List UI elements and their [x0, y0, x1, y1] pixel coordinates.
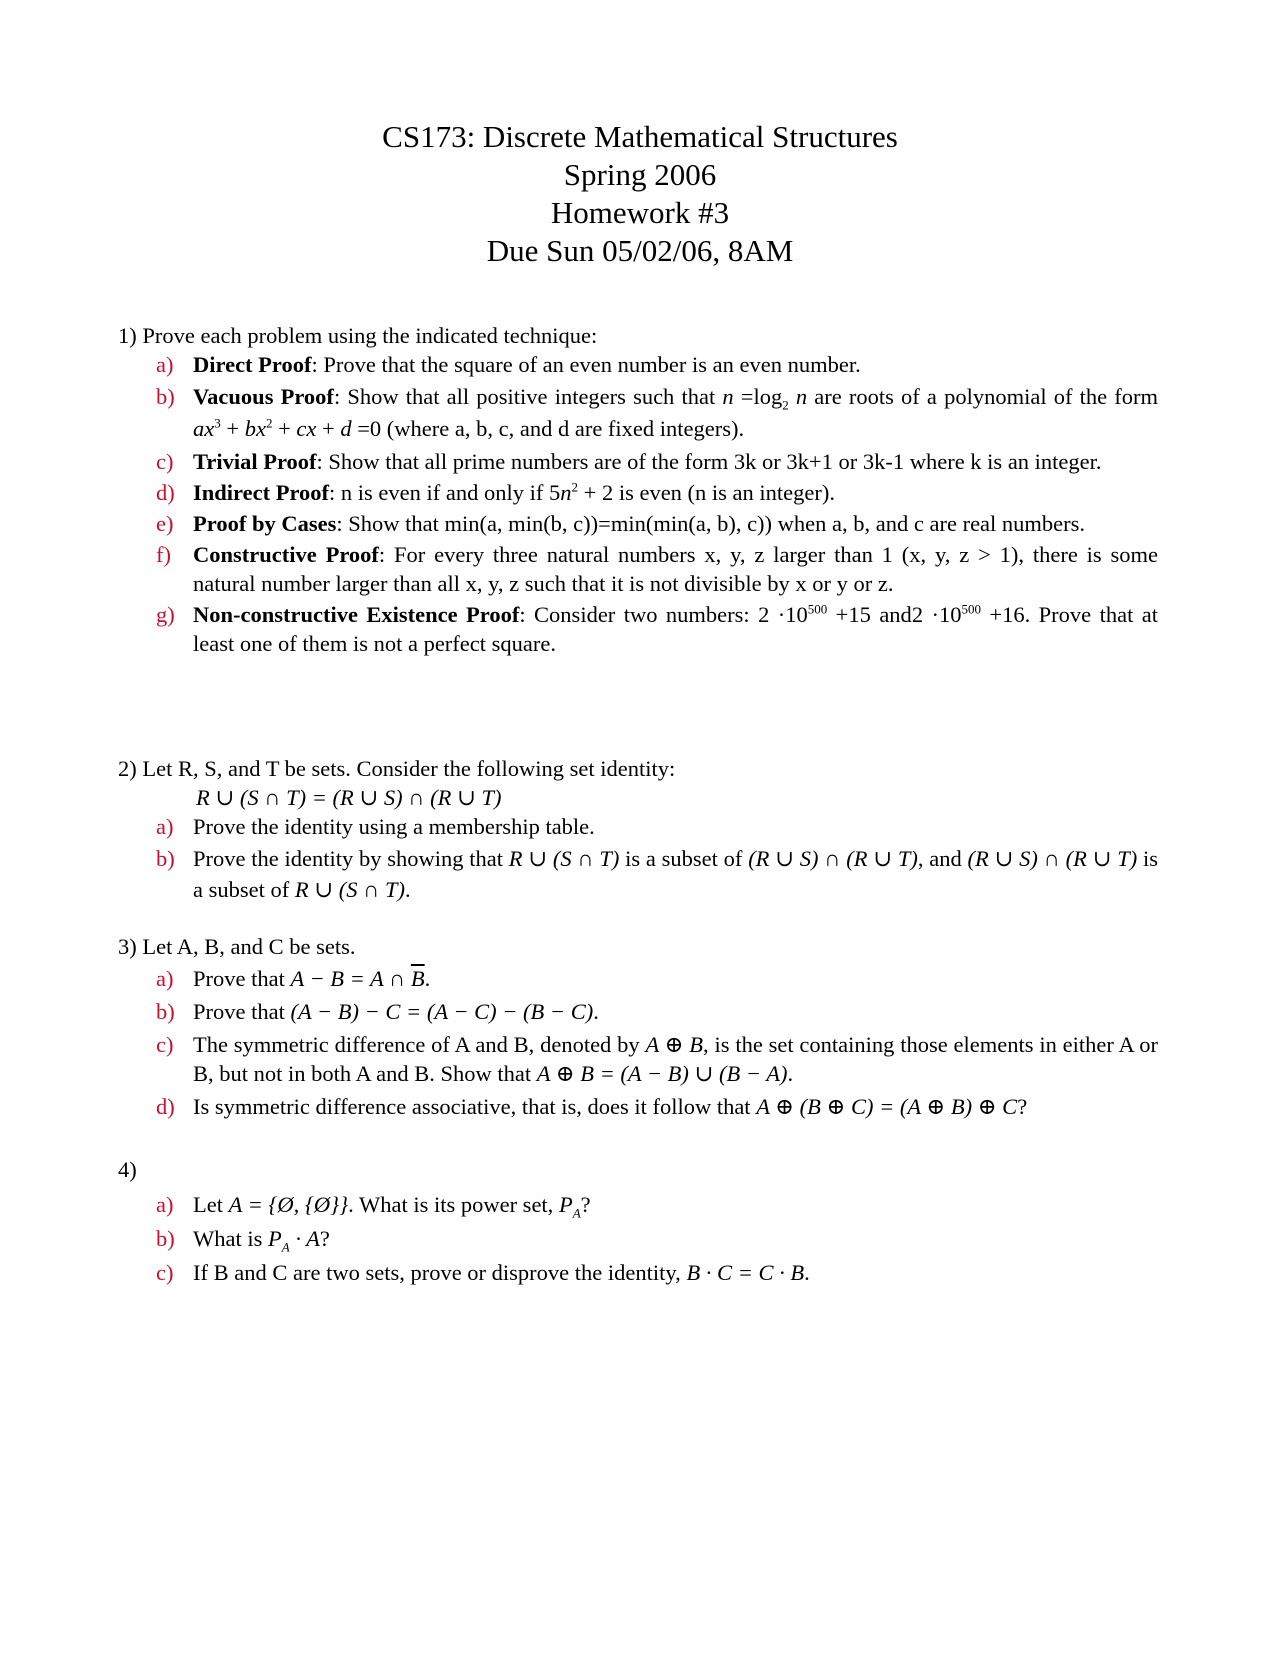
part-text: and: [879, 602, 912, 627]
technique-name: Constructive Proof: [193, 542, 379, 567]
part-label: b): [156, 999, 175, 1024]
set-expression: A = {Ø, {Ø}}: [228, 1192, 349, 1217]
part-label: e): [156, 511, 174, 536]
technique-name: Proof by Cases: [193, 511, 337, 536]
part-text: Prove that at least one of them is not a perfect square.: [193, 602, 1158, 656]
part-text: : Show that min(a, min(b, c))=min(min(a, b), c)) when a, b, and c are real numbers.: [336, 511, 1086, 536]
set-expression: R ∪ (S ∩ T): [294, 877, 405, 902]
set-expression: $P_A \cdot A$: [267, 1226, 320, 1255]
part-text: What is: [193, 1226, 263, 1251]
set-expression: A ⊕ (B ⊕ C) = (A ⊕ B) ⊕ C: [756, 1094, 1018, 1119]
part-label: d): [156, 480, 175, 505]
part-text: Prove the identity using a membership table.: [193, 814, 595, 839]
part-text: Is symmetric difference associative, that is, does it follow that: [193, 1094, 751, 1119]
q4-part-a: a) Let A = {Ø, {Ø}}. What is its power set, $P_A$?: [156, 1192, 591, 1221]
part-label: a): [156, 352, 174, 377]
due-date: Due Sun 05/02/06, 8AM: [486, 233, 794, 268]
part-label: c): [156, 1260, 174, 1285]
set-expression: R ∪ (S ∩ T): [508, 846, 620, 871]
set-expression: (R ∪ S) ∩ (R ∪ T): [748, 846, 918, 871]
title-block: [0, 118, 1280, 270]
part-label: b): [156, 1226, 175, 1251]
number-one: $2 \cdot 10^{500} +15$: [758, 601, 871, 627]
part-label: a): [156, 1192, 174, 1217]
part-label: c): [156, 449, 174, 474]
part-text: is a subset of: [193, 846, 1159, 902]
technique-name: Non-constructive Existence Proof: [193, 602, 520, 627]
part-label: c): [156, 1032, 174, 1057]
assignment-title: Homework #3: [550, 195, 730, 230]
q1-part-a: [118, 350, 1158, 379]
q4-part-c: c) If B and C are two sets, prove or disprove the identity, B · C = C · B.: [156, 1260, 810, 1285]
q1-part-d: [118, 478, 1158, 507]
question-3: [118, 932, 1158, 1121]
part-label: f): [156, 542, 171, 567]
technique-name: Vacuous Proof: [193, 384, 334, 409]
part-text: , and: [917, 846, 962, 871]
technique-name: Direct Proof: [193, 352, 312, 377]
part-text: Prove the identity by showing that: [193, 846, 503, 871]
number-two: $2 \cdot 10^{500} +16$.: [911, 601, 1031, 627]
part-text: : n is even if and only if: [329, 480, 544, 505]
q4-part-b: b) What is $P_A \cdot A$?: [156, 1226, 330, 1255]
part-text: . What is its power set,: [348, 1192, 554, 1217]
part-label: a): [156, 966, 174, 991]
expression: $5n^2 + 2$: [549, 479, 614, 505]
term: Spring 2006: [563, 157, 717, 192]
polynomial-equation: $ax^3 + bx^2$ + cx + d =0: [193, 415, 382, 441]
part-label: d): [156, 1094, 175, 1119]
set-expression: A − B = A ∩ $\overline{B}$: [290, 966, 425, 991]
q1-part-b: [118, 381, 1158, 445]
question-1: [118, 321, 1158, 658]
q1-part-e: [118, 509, 1158, 538]
part-label: g): [156, 602, 175, 627]
question-2-intro: 2) Let R, S, and T be sets. Consider the following set identity:: [118, 756, 676, 781]
question-4: [118, 1155, 1158, 1287]
part-label: b): [156, 384, 175, 409]
part-text: : Show that all prime numbers are of the form 3k or 3k+1 or 3k-1 where k is an integer.: [316, 449, 1102, 474]
part-text: : Consider two numbers:: [519, 602, 750, 627]
part-label: a): [156, 814, 174, 839]
set-expression: B · C = C · B: [686, 1260, 805, 1285]
set-expression: (R ∪ S) ∩ (R ∪ T): [967, 846, 1138, 871]
technique-name: Indirect Proof: [193, 480, 330, 505]
set-identity: R ∪ (S ∩ T) = (R ∪ S) ∩ (R ∪ T): [196, 785, 502, 810]
question-2: [118, 754, 1158, 905]
part-text: Let: [193, 1192, 223, 1217]
part-text: (where a, b, c, and d are fixed integers).: [386, 416, 745, 441]
course-title: CS173: Discrete Mathematical Structures: [382, 119, 898, 154]
q3-part-c: c) The symmetric difference of A and B, denoted by A ⊕ B, is the set containing those elements in either A or B, but not in both A and B. Show that A ⊕ B = (A − B) ∪ (B − A).: [156, 1032, 1159, 1086]
set-expression: (A − B) − C = (A − C) − (B − C): [290, 999, 594, 1024]
part-text: : Show that all positive integers such that: [333, 384, 716, 409]
q3-part-b: b) Prove that (A − B) − C = (A − C) − (B − C).: [156, 999, 599, 1024]
part-text: Prove that: [193, 999, 285, 1024]
q2-part-b: b) Prove the identity by showing that R ∪ (S ∩ T) is a subset of (R ∪ S) ∩ (R ∪ T), and (R ∪ S) ∩ (R ∪ T) is a subset of R ∪ (S ∩ T).: [118, 843, 1158, 905]
q2-part-a: [118, 812, 1158, 841]
part-text: : For every three natural numbers x, y, z larger than 1 (x, y, z > 1), there is some natural number larger than all x, y, z such that it is not divisible by x or y or z.: [193, 542, 1159, 596]
q1-part-g: [118, 600, 1158, 658]
part-text: is even (n is an integer).: [618, 480, 836, 505]
part-text: The symmetric difference of A and B, denoted by: [193, 1032, 640, 1057]
part-text: If B and C are two sets, prove or disprove the identity,: [193, 1260, 681, 1285]
part-text: are roots of a polynomial of the form: [814, 384, 1158, 409]
technique-name: Trivial Proof: [193, 449, 317, 474]
q1-part-f: [118, 540, 1158, 598]
part-text: Prove that: [193, 966, 285, 991]
question-3-intro: 3) Let A, B, and C be sets.: [118, 934, 356, 959]
part-text: , is the set containing those elements in either A or B, but not in both A and B. Show that: [193, 1032, 1159, 1086]
part-text: is a subset of: [625, 846, 743, 871]
q1-part-c: [118, 447, 1158, 476]
q3-part-d: d) Is symmetric difference associative, that is, does it follow that A ⊕ (B ⊕ C) = (A ⊕ B) ⊕ C?: [156, 1094, 1028, 1119]
part-label: b): [156, 846, 175, 871]
q3-part-a: a) Prove that A − B = A ∩ $\overline{B}$.: [156, 966, 431, 991]
question-4-intro: 4): [118, 1157, 137, 1182]
part-text: : Prove that the square of an even number is an even number.: [311, 352, 861, 377]
set-expression: A ⊕ B = (A − B) ∪ (B − A): [536, 1061, 788, 1086]
log-equation: $n =\log_2$ n: [722, 384, 808, 413]
power-set: $P_A$: [558, 1192, 581, 1221]
question-1-intro: 1) Prove each problem using the indicated technique:: [118, 323, 598, 348]
set-expression: A ⊕ B: [645, 1032, 704, 1057]
